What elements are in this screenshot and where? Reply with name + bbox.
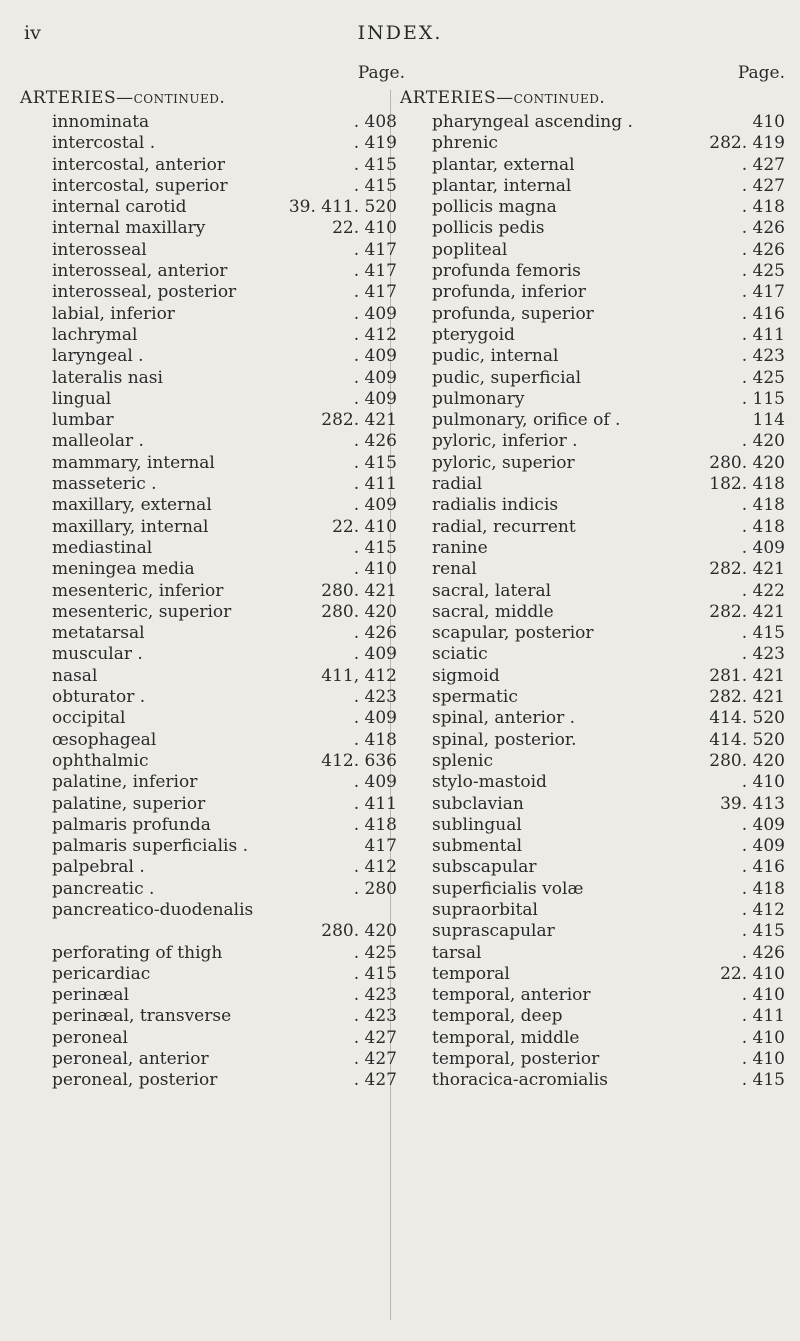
entry-name: renal — [432, 559, 477, 580]
entry-name: palmaris superficialis . — [52, 836, 248, 857]
entry-name: superficialis volæ — [432, 878, 584, 899]
entry-name: thoracica-acromialis — [432, 1070, 608, 1091]
entry-page-ref: . 410 — [741, 1049, 785, 1070]
entry-name: nasal — [52, 665, 98, 686]
index-entry — [400, 325, 785, 346]
entry-name: intercostal, superior — [52, 175, 228, 196]
entry-name: internal maxillary — [52, 218, 206, 239]
index-entry — [20, 304, 405, 325]
entry-name: sublingual — [432, 814, 522, 835]
entry-name: mammary, internal — [52, 452, 215, 473]
index-entry — [400, 857, 785, 878]
index-entry — [400, 155, 785, 176]
index-entry — [400, 879, 785, 900]
index-entry — [20, 921, 405, 942]
index-entry — [20, 155, 405, 176]
entry-name: labial, inferior — [52, 303, 175, 324]
entry-page-ref: . 427 — [353, 1049, 397, 1070]
index-entry — [400, 602, 785, 623]
entry-name: mesenteric, superior — [52, 601, 232, 622]
entry-page-ref: . 409 — [353, 346, 397, 367]
entry-name: popliteal — [432, 239, 508, 260]
entry-page-ref: . 423 — [353, 985, 397, 1006]
index-entry — [20, 879, 405, 900]
entry-name: submental — [432, 836, 523, 857]
index-entry — [400, 453, 785, 474]
entry-name: spermatic — [432, 687, 518, 708]
entry-page-ref: . 410 — [741, 1027, 785, 1048]
entry-name: radial — [432, 474, 483, 495]
entry-name: mediastinal — [52, 537, 153, 558]
entry-page-ref: . 415 — [741, 623, 785, 644]
section-title: ARTERIES—continued. — [400, 88, 606, 108]
entry-name: meningea media — [52, 559, 195, 580]
index-entry — [20, 538, 405, 559]
entry-page-ref: 280. 421 — [321, 580, 397, 601]
entry-page-ref: 114 — [752, 410, 785, 431]
entry-name: peroneal, anterior — [52, 1049, 209, 1070]
index-entry — [400, 644, 785, 665]
index-entry — [400, 240, 785, 261]
index-entry — [400, 346, 785, 367]
index-entry — [20, 857, 405, 878]
entry-name: pterygoid — [432, 324, 515, 345]
entry-name: palatine, superior — [52, 793, 206, 814]
entry-name: pancreatico-duodenalis — [52, 899, 254, 920]
entry-page-ref: . 415 — [353, 963, 397, 984]
entry-name: perinæal — [52, 985, 130, 1006]
entry-page-ref: . 417 — [353, 239, 397, 260]
index-entry — [400, 623, 785, 644]
entry-page-ref: . 426 — [741, 218, 785, 239]
entry-page-ref: . 418 — [741, 878, 785, 899]
index-entry — [400, 943, 785, 964]
entry-page-ref: . 415 — [741, 921, 785, 942]
entry-page-ref: . 427 — [741, 154, 785, 175]
entry-name: sciatic — [432, 644, 488, 665]
index-entry — [400, 687, 785, 708]
index-entry — [20, 644, 405, 665]
entry-name: lachrymal — [52, 324, 138, 345]
entry-page-ref: . 409 — [353, 388, 397, 409]
entry-name: pudic, internal — [432, 346, 559, 367]
entry-page-ref: . 410 — [741, 985, 785, 1006]
entry-name: stylo-mastoid — [432, 772, 547, 793]
section-title: ARTERIES—continued. — [20, 88, 226, 108]
entry-name: radialis indicis — [432, 495, 559, 516]
entry-page-ref: . 412 — [741, 899, 785, 920]
index-entry — [20, 218, 405, 239]
entry-name: œsophageal — [52, 729, 157, 750]
index-entry — [20, 495, 405, 516]
index-entry — [400, 304, 785, 325]
index-entry — [400, 730, 785, 751]
index-entry — [400, 368, 785, 389]
entry-name: spinal, posterior. — [432, 729, 577, 750]
index-entry — [20, 368, 405, 389]
entry-name: temporal, middle — [432, 1027, 580, 1048]
entry-page-ref: 282. 421 — [321, 410, 397, 431]
index-entry — [400, 538, 785, 559]
entry-page-ref: 22. 410 — [720, 963, 785, 984]
index-entry — [400, 836, 785, 857]
entry-page-ref: . 415 — [741, 1070, 785, 1091]
entry-name: internal carotid — [52, 197, 187, 218]
entry-page-ref: . 411 — [741, 324, 785, 345]
entry-page-ref: . 423 — [353, 1006, 397, 1027]
entry-page-ref: . 409 — [353, 495, 397, 516]
entry-page-ref: . 418 — [741, 197, 785, 218]
entry-page-ref: . 409 — [353, 367, 397, 388]
index-column-right — [400, 60, 785, 1092]
entry-name: plantar, internal — [432, 175, 572, 196]
index-entry — [400, 1049, 785, 1070]
index-entry — [400, 261, 785, 282]
entry-page-ref: . 418 — [353, 729, 397, 750]
index-entry — [20, 794, 405, 815]
entry-page-ref: . 418 — [353, 814, 397, 835]
index-entry — [20, 730, 405, 751]
index-entry — [20, 197, 405, 218]
entry-name: spinal, anterior . — [432, 708, 576, 729]
index-entry — [20, 453, 405, 474]
index-entry — [20, 943, 405, 964]
index-entry — [20, 389, 405, 410]
entry-page-ref: . 280 — [353, 878, 397, 899]
entry-name: sacral, middle — [432, 601, 554, 622]
entry-name: muscular . — [52, 644, 143, 665]
entry-name: subclavian — [432, 793, 524, 814]
index-entry — [400, 964, 785, 985]
index-entry — [20, 815, 405, 836]
entry-page-ref: 280. 420 — [321, 921, 397, 942]
entry-name: intercostal, anterior — [52, 154, 225, 175]
index-entry — [20, 1028, 405, 1049]
index-entry — [400, 815, 785, 836]
entry-page-ref: 182. 418 — [709, 474, 785, 495]
index-entry — [400, 389, 785, 410]
entry-page-ref: . 427 — [353, 1070, 397, 1091]
index-entry — [20, 559, 405, 580]
entry-name: temporal — [432, 963, 510, 984]
entry-page-ref: . 411 — [741, 1006, 785, 1027]
entry-name: peroneal — [52, 1027, 128, 1048]
entry-name: lumbar — [52, 410, 114, 431]
index-entry — [20, 751, 405, 772]
entry-page-ref: 282. 419 — [709, 133, 785, 154]
entry-page-ref: . 410 — [353, 559, 397, 580]
index-entry — [20, 325, 405, 346]
entry-name: ophthalmic — [52, 750, 149, 771]
entry-name: interosseal, anterior — [52, 261, 228, 282]
index-entry — [20, 985, 405, 1006]
index-entry — [400, 495, 785, 516]
page-header — [0, 22, 800, 52]
entry-page-ref: 417 — [364, 836, 397, 857]
entry-page-ref: . 409 — [353, 772, 397, 793]
index-entry — [20, 666, 405, 687]
page-column-label: Page. — [737, 63, 785, 83]
entry-name: metatarsal — [52, 623, 145, 644]
index-entry — [400, 581, 785, 602]
entry-page-ref: . 418 — [741, 516, 785, 537]
index-entry — [20, 474, 405, 495]
index-entry — [400, 921, 785, 942]
entry-page-ref: 410 — [752, 112, 785, 132]
index-entry — [400, 431, 785, 452]
entry-name: temporal, posterior — [432, 1049, 600, 1070]
index-entry — [400, 666, 785, 687]
entry-page-ref: 39. 411. 520 — [288, 197, 397, 218]
entry-name: sigmoid — [432, 665, 500, 686]
entry-page-ref: . 415 — [353, 175, 397, 196]
entry-name: perinæal, transverse — [52, 1006, 232, 1027]
index-entry — [20, 240, 405, 261]
entry-page-ref: . 415 — [353, 452, 397, 473]
index-entry — [400, 708, 785, 729]
entry-page-ref: . 426 — [741, 942, 785, 963]
entry-name: suprascapular — [432, 921, 555, 942]
entry-page-ref: . 425 — [741, 261, 785, 282]
entry-page-ref: . 412 — [353, 324, 397, 345]
entry-name: profunda femoris — [432, 261, 581, 282]
entry-page-ref: 22. 410 — [332, 516, 397, 537]
entry-name: pyloric, superior — [432, 452, 575, 473]
entry-page-ref: . 422 — [741, 580, 785, 601]
entry-page-ref: 282. 421 — [709, 559, 785, 580]
index-entry — [20, 836, 405, 857]
entry-page-ref: . 411 — [353, 793, 397, 814]
entry-name: temporal, anterior — [432, 985, 591, 1006]
entry-name: mesenteric, inferior — [52, 580, 224, 601]
page-column-label: Page. — [357, 63, 405, 83]
entry-name: pollicis pedis — [432, 218, 545, 239]
entry-page-ref: . 425 — [353, 942, 397, 963]
entry-page-ref: . 427 — [353, 1027, 397, 1048]
entry-page-ref: . 409 — [353, 303, 397, 324]
index-entry — [400, 176, 785, 197]
entry-name: scapular, posterior — [432, 623, 594, 644]
entry-name: interosseal, posterior — [52, 282, 237, 303]
entry-page-ref: 280. 420 — [321, 601, 397, 622]
entry-page-ref: . 410 — [741, 772, 785, 793]
entry-name: lingual — [52, 388, 112, 409]
entry-page-ref: . 115 — [741, 388, 785, 409]
entry-name: obturator . — [52, 687, 146, 708]
index-entry — [20, 282, 405, 303]
entry-page-ref: . 417 — [353, 261, 397, 282]
entry-name: supraorbital — [432, 899, 538, 920]
entry-name: profunda, superior — [432, 303, 594, 324]
entry-name: splenic — [432, 750, 494, 771]
entry-name: innominata — [52, 112, 150, 132]
entry-page-ref: 412. 636 — [321, 750, 397, 771]
index-entry — [20, 623, 405, 644]
entry-name: pulmonary, orifice of . — [432, 410, 621, 431]
entry-page-ref: . 417 — [353, 282, 397, 303]
entry-name: maxillary, external — [52, 495, 212, 516]
page-number: iv — [24, 22, 41, 44]
entry-name: pulmonary — [432, 388, 525, 409]
entry-name: palmaris profunda — [52, 814, 211, 835]
index-entry — [400, 474, 785, 495]
entry-page-ref: 39. 413 — [720, 793, 785, 814]
entry-name: occipital — [52, 708, 126, 729]
index-entry — [400, 751, 785, 772]
index-entry — [20, 964, 405, 985]
entry-list — [20, 112, 405, 1092]
entry-name: sacral, lateral — [432, 580, 552, 601]
index-entry — [20, 602, 405, 623]
entry-page-ref: . 418 — [741, 495, 785, 516]
index-entry — [400, 794, 785, 815]
entry-name: palatine, inferior — [52, 772, 198, 793]
entry-page-ref: 414. 520 — [709, 729, 785, 750]
entry-page-ref: . 409 — [741, 537, 785, 558]
entry-name: tarsal — [432, 942, 482, 963]
entry-name: pollicis magna — [432, 197, 557, 218]
index-entry — [20, 112, 405, 133]
entry-name: phrenic — [432, 133, 498, 154]
index-entry — [400, 282, 785, 303]
index-entry — [20, 133, 405, 154]
entry-name: perforating of thigh — [52, 942, 223, 963]
index-column-left — [20, 60, 405, 1092]
index-entry — [400, 772, 785, 793]
entry-page-ref: . 426 — [741, 239, 785, 260]
entry-name: temporal, deep — [432, 1006, 563, 1027]
entry-name: pericardiac — [52, 963, 151, 984]
entry-page-ref: . 423 — [353, 687, 397, 708]
index-entry — [400, 1006, 785, 1027]
entry-page-ref: . 415 — [353, 537, 397, 558]
entry-page-ref: . 412 — [353, 857, 397, 878]
entry-name: pharyngeal ascending . — [432, 112, 633, 132]
entry-page-ref: . 408 — [353, 112, 397, 132]
entry-page-ref: . 409 — [353, 708, 397, 729]
index-entry — [400, 133, 785, 154]
entry-name: malleolar . — [52, 431, 144, 452]
entry-page-ref: . 423 — [741, 346, 785, 367]
entry-name: ranine — [432, 537, 488, 558]
entry-name: interosseal — [52, 239, 147, 260]
entry-name: peroneal, posterior — [52, 1070, 218, 1091]
index-entry — [20, 1049, 405, 1070]
index-entry — [20, 772, 405, 793]
index-entry — [400, 218, 785, 239]
index-entry — [400, 1028, 785, 1049]
entry-page-ref: . 415 — [353, 154, 397, 175]
index-entry — [20, 708, 405, 729]
entry-page-ref: 280. 420 — [709, 750, 785, 771]
entry-page-ref: . 426 — [353, 431, 397, 452]
index-entry — [400, 900, 785, 921]
entry-page-ref: 280. 420 — [709, 452, 785, 473]
index-entry — [400, 410, 785, 431]
index-entry — [20, 431, 405, 452]
entry-page-ref: . 409 — [741, 814, 785, 835]
entry-name: pancreatic . — [52, 878, 155, 899]
entry-list — [400, 112, 785, 1092]
index-entry — [20, 1070, 405, 1091]
index-entry — [400, 559, 785, 580]
page-title: INDEX. — [357, 22, 443, 44]
entry-page-ref: . 427 — [741, 175, 785, 196]
entry-name: profunda, inferior — [432, 282, 586, 303]
entry-name: pyloric, inferior . — [432, 431, 578, 452]
entry-page-ref: 281. 421 — [709, 665, 785, 686]
index-entry — [400, 197, 785, 218]
index-entry — [20, 1006, 405, 1027]
entry-page-ref: . 426 — [353, 623, 397, 644]
entry-name: intercostal . — [52, 133, 156, 154]
entry-page-ref: 414. 520 — [709, 708, 785, 729]
entry-page-ref: . 419 — [353, 133, 397, 154]
index-entry — [20, 687, 405, 708]
index-entry — [20, 581, 405, 602]
entry-page-ref: 282. 421 — [709, 601, 785, 622]
index-entry — [400, 517, 785, 538]
index-entry — [400, 1070, 785, 1091]
entry-name: pudic, superficial — [432, 367, 582, 388]
entry-page-ref: . 417 — [741, 282, 785, 303]
entry-name: subscapular — [432, 857, 537, 878]
index-entry — [400, 112, 785, 133]
index-entry — [20, 261, 405, 282]
entry-name: masseteric . — [52, 474, 157, 495]
entry-page-ref: . 425 — [741, 367, 785, 388]
index-entry — [20, 900, 405, 921]
entry-name: lateralis nasi — [52, 367, 163, 388]
index-entry — [20, 410, 405, 431]
entry-page-ref: . 409 — [741, 836, 785, 857]
index-entry — [400, 985, 785, 1006]
entry-page-ref: . 411 — [353, 474, 397, 495]
entry-name: maxillary, internal — [52, 516, 209, 537]
entry-name: laryngeal . — [52, 346, 144, 367]
entry-page-ref: 282. 421 — [709, 687, 785, 708]
entry-page-ref: . 416 — [741, 303, 785, 324]
index-entry — [20, 517, 405, 538]
entry-name: plantar, external — [432, 154, 575, 175]
index-entry — [20, 346, 405, 367]
entry-page-ref: . 416 — [741, 857, 785, 878]
entry-name: radial, recurrent — [432, 516, 576, 537]
entry-page-ref: . 420 — [741, 431, 785, 452]
index-entry — [20, 176, 405, 197]
entry-page-ref: . 423 — [741, 644, 785, 665]
entry-page-ref: 22. 410 — [332, 218, 397, 239]
entry-name: palpebral . — [52, 857, 145, 878]
entry-page-ref: . 409 — [353, 644, 397, 665]
entry-page-ref: 411, 412 — [321, 665, 397, 686]
